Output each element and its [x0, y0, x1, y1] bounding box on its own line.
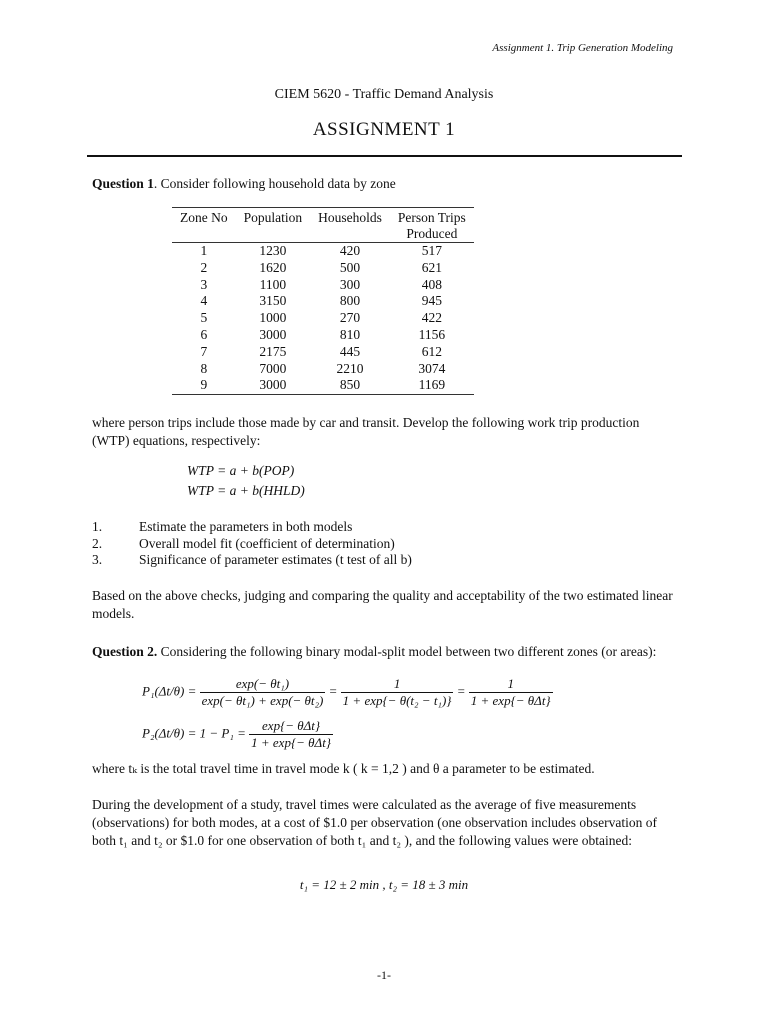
question-2-text: Considering the following binary modal-split model between two different zones (or areas): — [157, 644, 657, 659]
question-1-label: Question 1 — [92, 176, 154, 191]
table-row: 1 1230 420 517 — [200, 243, 442, 258]
question-2-definition: where tₖ is the total travel time in travel mode k ( k = 1,2 ) and θ a parameter to be estimated. — [92, 761, 595, 776]
question-2-label: Question 2. — [92, 644, 158, 659]
household-data-table — [172, 207, 474, 395]
equation-wtp-pop: WTP = a + b(POP) — [187, 463, 295, 478]
fraction: $\frac{1}{\text{1 + exp\{− θΔt\}}}$ — [470, 676, 551, 708]
table-row: 3 1100 300 408 — [200, 276, 442, 292]
fraction: $\frac{\text{exp(− θt₁)}}{\text{exp(− θt₁) + exp(− θt₂)}}$ — [201, 676, 324, 708]
assignment-title: ASSIGNMENT 1 — [312, 119, 456, 140]
question-2-study: During the development of a study, travel times were calculated as the average of five measurements (observations) for both modes, at a cost of $1.0 per observation (one observation includes observation of both t₁ and t₂ or $1.0 for one observation of both t₁ and t₂ ), and the following values were obtained: — [92, 797, 657, 848]
question-1-text: . Consider following household data by zone — [153, 176, 396, 191]
page-number: -1- — [377, 968, 391, 982]
fraction: $\frac{\text{exp\{− θΔt\}}}{\text{1 + exp\{− θΔt\}}}$ — [251, 718, 332, 750]
col-header-households: Households — [310, 208, 390, 243]
table-row: 7 2175 445 612 — [200, 343, 442, 359]
table-row: 6 3000 810 1156 — [200, 326, 446, 342]
table-row: 8 7000 2210 3074 — [200, 360, 446, 376]
question-2-intro — [92, 643, 677, 661]
title-rule — [87, 155, 682, 157]
list-item: 3. Significance of parameter estimates (t test of all b) — [92, 552, 412, 567]
table-row: 9 3000 850 1169 — [172, 377, 474, 394]
fraction: $\frac{1}{\text{1 + exp\{− θ(t₂ − t₁)\}}}$ — [342, 676, 452, 708]
table-row: 4 3150 800 945 — [200, 293, 442, 309]
col-header-person-trips: Person Trips Produced — [390, 208, 474, 243]
observed-values: t₁ = 12 ± 2 min , t₂ = 18 ± 3 min — [299, 877, 469, 892]
question-1-after-table: where person trips include those made by car and transit. Develop the following work trip production (WTP) equations, respectively: — [92, 415, 640, 448]
equation-p1: P₁(Δt/θ) = $\frac{\text{exp(− θt₁)}}{\text{exp(− θt₁) + exp(− θt₂)}}$ = $\frac{1}{\text{1 + exp\{− θ(t₂ − t₁)\}}}$ = $\frac{1}{\text{1 + exp\{− θΔt\}}}$ — [142, 676, 551, 708]
question-1-intro — [92, 175, 677, 193]
table-row: 2 1620 500 621 — [200, 259, 442, 275]
question-1-closing: Based on the above checks, judging and comparing the quality and acceptability of the two estimated linear models. — [92, 588, 673, 621]
col-header-zone: Zone No — [172, 208, 236, 243]
list-item: 1. Estimate the parameters in both models — [92, 519, 353, 534]
course-title: CIEM 5620 - Traffic Demand Analysis — [274, 87, 494, 102]
equation-wtp-hhld: WTP = a + b(HHLD) — [187, 483, 305, 498]
task-list — [92, 519, 412, 569]
list-item: 2. Overall model fit (coefficient of determination) — [92, 535, 395, 551]
table-row: 5 1000 270 422 — [200, 310, 442, 326]
col-header-population: Population — [236, 208, 311, 243]
running-header: Assignment 1. Trip Generation Modeling — [492, 42, 673, 54]
equation-p2: P₂(Δt/θ) = 1 − P₁ = $\frac{\text{exp\{− θΔt\}}}{\text{1 + exp\{− θΔt\}}}$ — [142, 718, 332, 750]
